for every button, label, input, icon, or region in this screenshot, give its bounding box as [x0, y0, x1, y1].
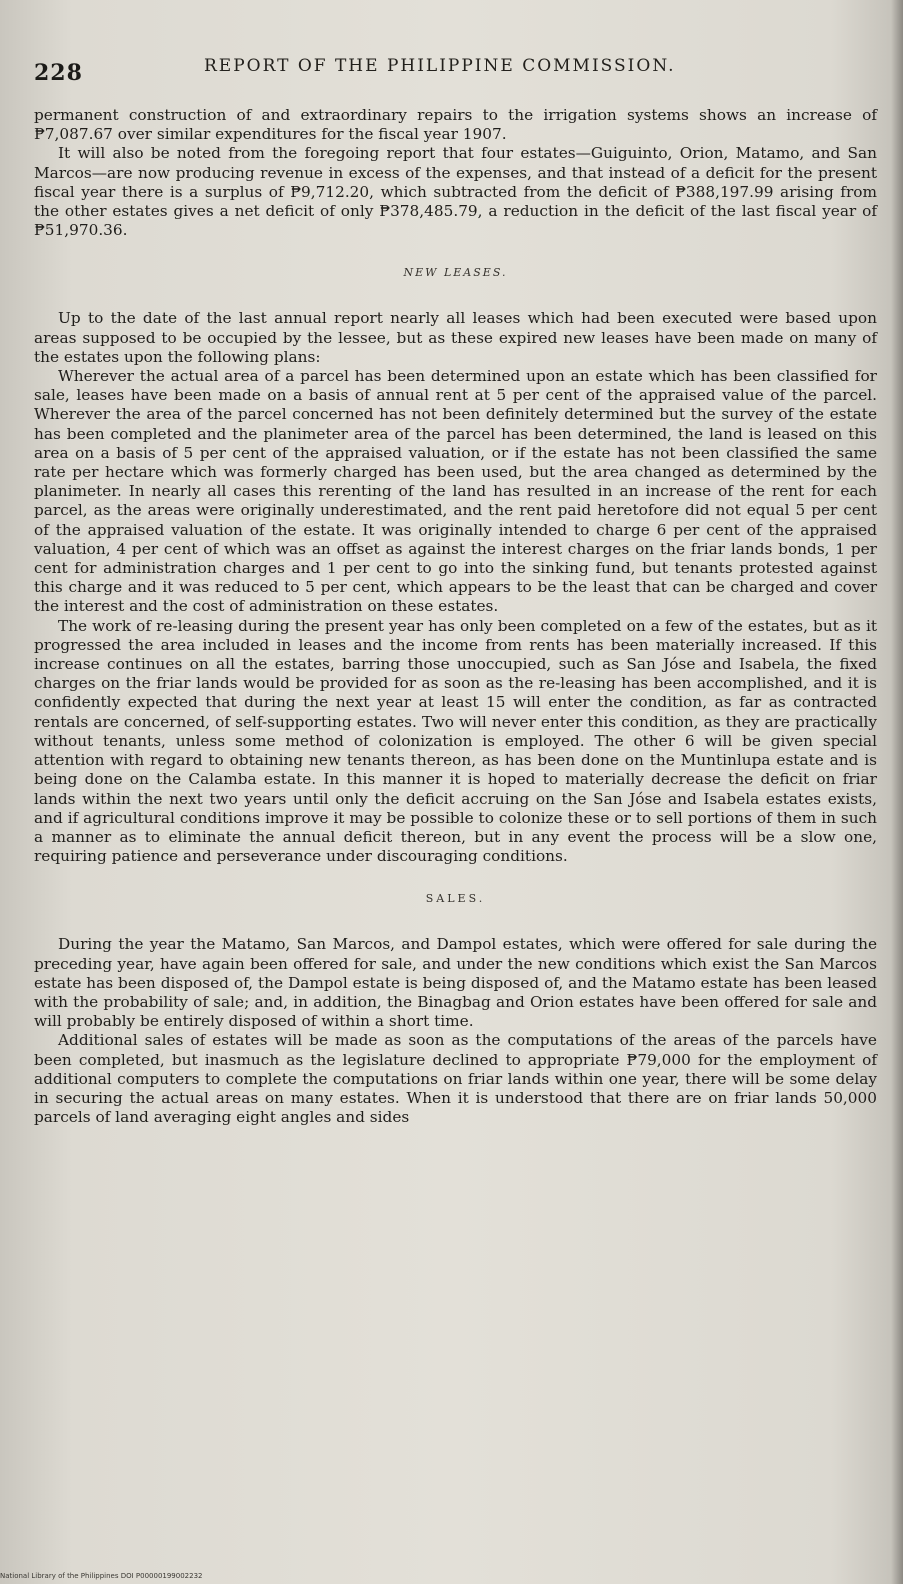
new-leases-paragraph-1: Up to the date of the last annual report nearly all leases which had been executed were based upon areas supposed to be occupied by the lessee, but as these expired new leases have been made on many of the estates upon the following plans:: [34, 309, 877, 366]
intro-paragraph-2: It will also be noted from the foregoing report that four estates—Guiguinto, Orion, Matamo, and San Marcos—are now producing revenue in excess of the expenses, and that instead of a deficit for the present fiscal year there is a surplus of ₱9,712.20, which subtracted from the deficit of ₱388,197.99 arising from the other estates gives a net deficit of only ₱378,485.79, a reduction in the deficit of the last fiscal year of ₱51,970.36.: [34, 144, 877, 240]
page-header: [34, 44, 877, 84]
page-edge-shadow: [891, 0, 903, 1584]
sales-paragraph-2: Additional sales of estates will be made as soon as the computations of the areas of the parcels have been completed, but inasmuch as the legislature declined to appropriate ₱79,000 for the employment of additional computers to complete the computations on friar lands within one year, there will be some delay in securing the actual areas on many estates. When it is understood that there are on friar lands 50,000 parcels of land averaging eight angles and sides: [34, 1031, 877, 1127]
sales-paragraph-1: During the year the Matamo, San Marcos, and Dampol estates, which were offered for sale during the preceding year, have again been offered for sale, and under the new conditions which exist the San Marcos estate has been disposed of, the Dampol estate is being disposed of, and the Matamo estate has been leased with the probability of sale; and, in addition, the Binagbag and Orion estates have been offered for sale and will probably be entirely disposed of within a short time.: [34, 935, 877, 1031]
page-number: 228: [34, 60, 83, 86]
running-head: REPORT OF THE PHILIPPINE COMMISSION.: [204, 56, 676, 76]
scan-credit: National Library of the Philippines DOI P00000199002232: [0, 1572, 203, 1580]
new-leases-paragraph-2: Wherever the actual area of a parcel has been determined upon an estate which has been classified for sale, leases have been made on a basis of annual rent at 5 per cent of the appraised value of the parcel. Wherever the area of the parcel concerned has not been definitely determined but the survey of the estate has been completed and the planimeter area of the parcel has been determined, the land is leased on this area on a basis of 5 per cent of the appraised valuation, or if the estate has not been classified the same rate per hectare which was formerly charged has been used, but the area changed as determined by the planimeter. In nearly all cases this rerenting of the land has resulted in an increase of the rent for each parcel, as the areas were originally underestimated, and the rent paid heretofore did not equal 5 per cent of the appraised valuation of the estate. It was originally intended to charge 6 per cent of the appraised valuation, 4 per cent of which was an offset as against the interest charges on the friar lands bonds, 1 per cent for administration charges and 1 per cent to go into the sinking fund, but tenants protested against this charge and it was reduced to 5 per cent, which appears to be the least that can be charged and cover the interest and the cost of administration on these estates.: [34, 367, 877, 616]
intro-paragraph-1: permanent construction of and extraordinary repairs to the irrigation systems shows an increase of ₱7,087.67 over similar expenditures for the fiscal year 1907.: [34, 106, 877, 144]
new-leases-heading: NEW LEASES.: [403, 266, 508, 280]
new-leases-paragraph-3: The work of re-leasing during the present year has only been completed on a few of the estates, but as it progressed the area included in leases and the income from rents has been materially increased. If this increase continues on all the estates, barring those unoccupied, such as San Jóse and Isabela, the fixed charges on the friar lands would be provided for as soon as the re-leasing has been accomplished, and it is confidently expected that during the next year at least 15 will enter the condition, as far as contracted rentals are concerned, of self-supporting estates. Two will never enter this condition, as they are practically without tenants, unless some method of colonization is employed. The other 6 will be given special attention with regard to obtaining new tenants thereon, as has been done on the Muntinlupa estate and is being done on the Calamba estate. In this manner it is hoped to materially decrease the deficit on friar lands within the next two years until only the deficit accruing on the San Jóse and Isabela estates exists, and if agricultural conditions improve it may be possible to colonize these or to sell portions of them in such a manner as to eliminate the annual deficit thereon, but in any event the process will be a slow one, requiring patience and perseverance under discouraging conditions.: [34, 616, 877, 866]
sales-heading: SALES.: [425, 892, 486, 906]
